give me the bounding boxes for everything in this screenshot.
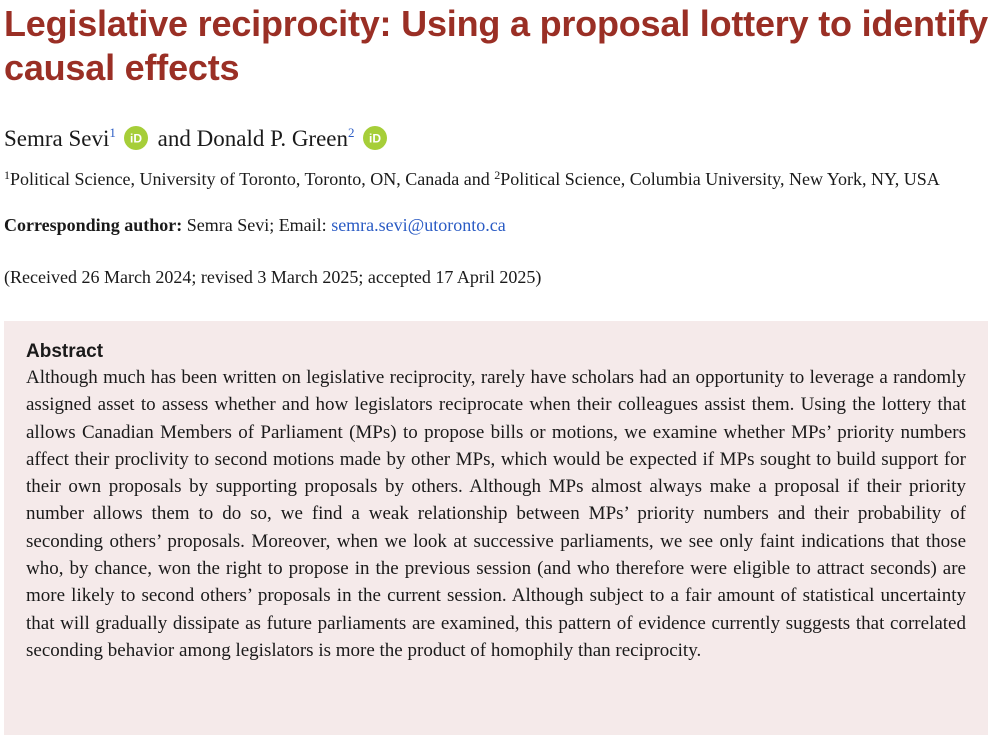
- affiliation-marker[interactable]: 2: [348, 125, 355, 140]
- corresponding-text: Semra Sevi; Email:: [186, 215, 327, 235]
- author-name[interactable]: Donald P. Green: [196, 126, 349, 151]
- author-line: [4, 116, 391, 160]
- affiliations: [4, 163, 994, 191]
- svg-text:iD: iD: [129, 131, 142, 146]
- affiliation-marker[interactable]: 1: [109, 125, 116, 140]
- affiliation-number: 2: [494, 168, 501, 182]
- abstract-text: Although much has been written on legislative reciprocity, rarely have scholars had an opportunity to leverage a randomly assigned asset to assess whether and how legislators reciprocate when their colleagues assist them. Using the lottery that allows Canadian Members of Parliament (MPs) to propose bills or motions, we examine whether MPs’ priority numbers affect their proclivity to second motions made by other MPs, which would be expected if MPs sought to build support for their own proposals by supporting proposals by others. Although MPs almost always make a proposal if their priority number allows them to do so, we find a weak relationship between MPs’ priority numbers and their probability of seconding others’ proposals. Moreover, when we look at successive parliaments, we see only faint indications that those who, by chance, won the right to propose in the previous session (and who therefore were eligible to attract seconds) are more likely to second others’ proposals in the current session. Although subject to a fair amount of statistical uncertainty that will gradually dissipate as future parliaments are examined, this pattern of evidence currently suggests that correlated seconding behavior among legislators is more the product of homophily than reciprocity.: [26, 367, 966, 661]
- abstract-box: [4, 321, 988, 735]
- page-title: Legislative reciprocity: Using a proposal lottery to identify causal effects: [4, 3, 989, 88]
- affiliation-text: Political Science, University of Toronto, Toronto, ON, Canada and: [10, 169, 495, 189]
- orcid-icon[interactable]: [124, 126, 148, 160]
- corresponding-author: [4, 213, 506, 237]
- svg-text:iD: iD: [368, 131, 381, 146]
- affiliation-text: Political Science, Columbia University, New York, NY, USA: [500, 169, 940, 189]
- email-link[interactable]: semra.sevi@utoronto.ca: [331, 215, 506, 235]
- corresponding-label: Corresponding author:: [4, 215, 183, 235]
- orcid-icon[interactable]: [363, 126, 387, 160]
- affiliation-number: 1: [4, 168, 10, 182]
- author-connector: and: [157, 126, 191, 151]
- author-name[interactable]: Semra Sevi: [4, 126, 110, 151]
- received-dates: (Received 26 March 2024; revised 3 March 2025; accepted 17 April 2025): [4, 267, 542, 287]
- abstract-heading: Abstract: [26, 341, 104, 362]
